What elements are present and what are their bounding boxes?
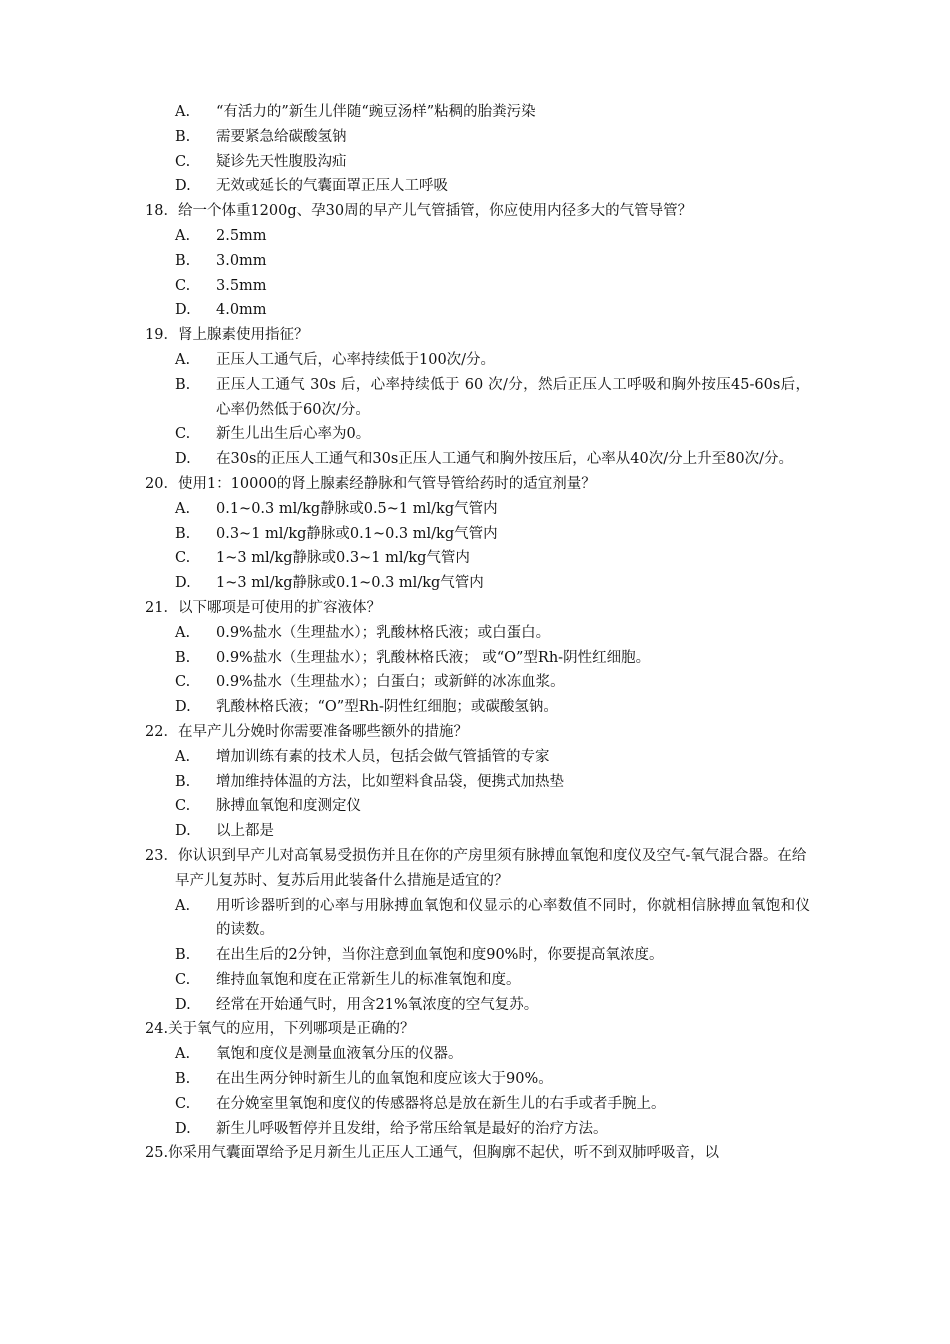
question-block [145,1141,810,1166]
answer-option [145,943,810,968]
question-stem: 肾上腺素使用指征？ [177,327,309,344]
answer-option [145,274,810,299]
question-text [145,323,810,348]
option-letter: C. [175,1095,191,1112]
answer-option [145,695,810,720]
option-letter: D. [175,699,191,716]
question-text [145,844,810,894]
answer-option [145,224,810,249]
option-text: 正压人工通气 30s 后，心率持续低于 60 次/分，然后正压人工呼吸和胸外按压45-60s后，心率仍然低于60次/分。 [216,376,810,418]
question-number: 23． [145,847,178,864]
option-letter: B. [175,649,191,666]
option-text: 无效或延长的气囊面罩正压人工呼吸 [216,178,448,195]
option-text: 疑诊先天性腹股沟疝 [216,153,347,170]
option-text: 0.1~0.3 ml/kg静脉或0.5~1 ml/kg气管内 [216,500,498,517]
question-block [145,199,810,323]
answer-option [145,646,810,671]
option-text: 2.5mm [216,227,267,244]
option-text: 在30s的正压人工通气和30s正压人工通气和胸外按压后，心率从40次/分上升至80次/分。 [216,451,793,468]
option-letter: A. [175,227,191,244]
option-text: “有活力的”新生儿伴随“豌豆汤样”粘稠的胎粪污染 [216,104,536,120]
question-number: 24. [145,1021,169,1038]
option-text: 增加训练有素的技术人员，包括会做气管插管的专家 [216,748,550,765]
option-letter: D. [175,996,191,1013]
answer-option [145,249,810,274]
option-text: 脉搏血氧饱和度测定仪 [216,798,361,815]
option-text: 用听诊器听到的心率与用脉搏血氧饱和仪显示的心率数值不同时，你就相信脉搏血氧饱和仪的读数。 [216,897,810,939]
option-letter: D. [175,451,191,468]
answer-option [145,794,810,819]
question-block [145,472,810,596]
answer-option [145,1117,810,1142]
question-block [145,100,810,199]
answer-option [145,422,810,447]
option-letter: C. [175,277,191,294]
option-letter: D. [175,1120,191,1137]
answer-option [145,1042,810,1067]
answer-option [145,348,810,373]
option-letter: C. [175,798,191,815]
answer-option [145,100,810,125]
option-text: 正压人工通气后，心率持续低于100次/分。 [216,351,496,368]
answer-option [145,745,810,770]
option-letter: A. [175,351,191,368]
option-letter: A. [175,500,191,517]
answer-option [145,621,810,646]
option-letter: B. [175,947,191,964]
question-text [145,720,810,745]
option-letter: D. [175,302,191,319]
answer-option [145,1067,810,1092]
question-stem: 你采用气囊面罩给予足月新生儿正压人工通气，但胸廓不起伏，听不到双肺呼吸音，以 [168,1145,720,1162]
answer-option [145,150,810,175]
option-text: 3.0mm [216,252,267,269]
option-letter: A. [175,104,191,120]
option-letter: C. [175,674,191,691]
option-text: 维持血氧饱和度在正常新生儿的标准氧饱和度。 [216,971,521,988]
question-number: 25. [145,1145,169,1162]
question-list [145,100,810,1166]
option-text: 在出生后的2分钟，当你注意到血氧饱和度90%时，你要提高氧浓度。 [216,947,664,964]
question-number: 19． [145,327,178,344]
option-letter: D. [175,575,191,592]
option-letter: B. [175,252,191,269]
answer-option [145,670,810,695]
question-text [145,596,810,621]
answer-option [145,522,810,547]
option-letter: B. [175,773,191,790]
option-text: 乳酸林格氏液；“O”型Rh-阴性红细胞；或碳酸氢钠。 [216,699,558,716]
answer-option [145,968,810,993]
answer-option [145,1092,810,1117]
option-letter: C. [175,426,191,443]
option-text: 1~3 ml/kg静脉或0.3~1 ml/kg气管内 [216,550,470,567]
question-block [145,1017,810,1141]
option-letter: B. [175,525,191,542]
question-text [145,199,810,224]
option-text: 4.0mm [216,302,267,319]
question-stem: 以下哪项是可使用的扩容液体？ [177,599,381,616]
question-text [145,1017,810,1042]
question-block [145,720,810,844]
option-text: 以上都是 [216,823,274,840]
option-letter: C. [175,550,191,567]
option-text: 0.9%盐水（生理盐水）；白蛋白；或新鲜的冰冻血浆。 [216,674,565,691]
question-stem: 使用1：10000的肾上腺素经静脉和气管导管给药时的适宜剂量？ [177,475,596,492]
option-text: 新生儿出生后心率为0。 [216,426,371,443]
option-letter: B. [175,1071,191,1088]
option-letter: C. [175,971,191,988]
option-text: 0.3~1 ml/kg静脉或0.1~0.3 ml/kg气管内 [216,525,498,542]
option-letter: D. [175,178,191,195]
answer-option [145,546,810,571]
question-number: 18． [145,203,178,220]
question-stem: 你认识到早产儿对高氧易受损伤并且在你的产房里须有脉搏血氧饱和度仪及空气-氧气混合器。在给早产儿复苏时、复苏后用此装备什么措施是适宜的？ [175,847,807,889]
option-letter: A. [175,897,191,914]
option-text: 0.9%盐水（生理盐水）；乳酸林格氏液；或白蛋白。 [216,624,551,641]
question-number: 21． [145,599,178,616]
option-text: 新生儿呼吸暂停并且发绀，给予常压给氧是最好的治疗方法。 [216,1120,608,1137]
option-letter: A. [175,624,191,641]
answer-option [145,894,810,944]
option-text: 氧饱和度仪是测量血液氧分压的仪器。 [216,1046,463,1063]
answer-option [145,571,810,596]
question-stem: 关于氧气的应用，下列哪项是正确的？ [168,1021,415,1038]
answer-option [145,497,810,522]
option-letter: C. [175,153,191,170]
answer-option [145,373,810,423]
answer-option [145,770,810,795]
option-text: 需要紧急给碳酸氢钠 [216,128,347,145]
answer-option [145,174,810,199]
question-stem: 在早产儿分娩时你需要准备哪些额外的措施？ [177,723,468,740]
option-text: 增加维持体温的方法，比如塑料食品袋，便携式加热垫 [216,773,564,790]
option-text: 经常在开始通气时，用含21%氧浓度的空气复苏。 [216,996,539,1013]
option-letter: A. [175,1046,191,1063]
question-text [145,472,810,497]
option-letter: B. [175,128,191,145]
option-text: 1~3 ml/kg静脉或0.1~0.3 ml/kg气管内 [216,575,484,592]
question-block [145,844,810,1018]
answer-option [145,993,810,1018]
option-letter: D. [175,823,191,840]
option-text: 在分娩室里氧饱和度仪的传感器将总是放在新生儿的右手或者手腕上。 [216,1095,666,1112]
option-text: 0.9%盐水（生理盐水）；乳酸林格氏液； 或“O”型Rh-阴性红细胞。 [216,649,651,666]
question-block [145,596,810,720]
answer-option [145,125,810,150]
question-block [145,323,810,472]
question-stem: 给一个体重1200g、孕30周的早产儿气管插管，你应使用内径多大的气管导管？ [177,203,693,220]
answer-option [145,447,810,472]
question-number: 20． [145,475,178,492]
question-number: 22． [145,723,178,740]
option-letter: A. [175,748,191,765]
answer-option [145,819,810,844]
question-text [145,1141,810,1166]
option-text: 3.5mm [216,277,267,294]
answer-option [145,298,810,323]
option-text: 在出生两分钟时新生儿的血氧饱和度应该大于90%。 [216,1071,553,1088]
option-letter: B. [175,376,191,393]
